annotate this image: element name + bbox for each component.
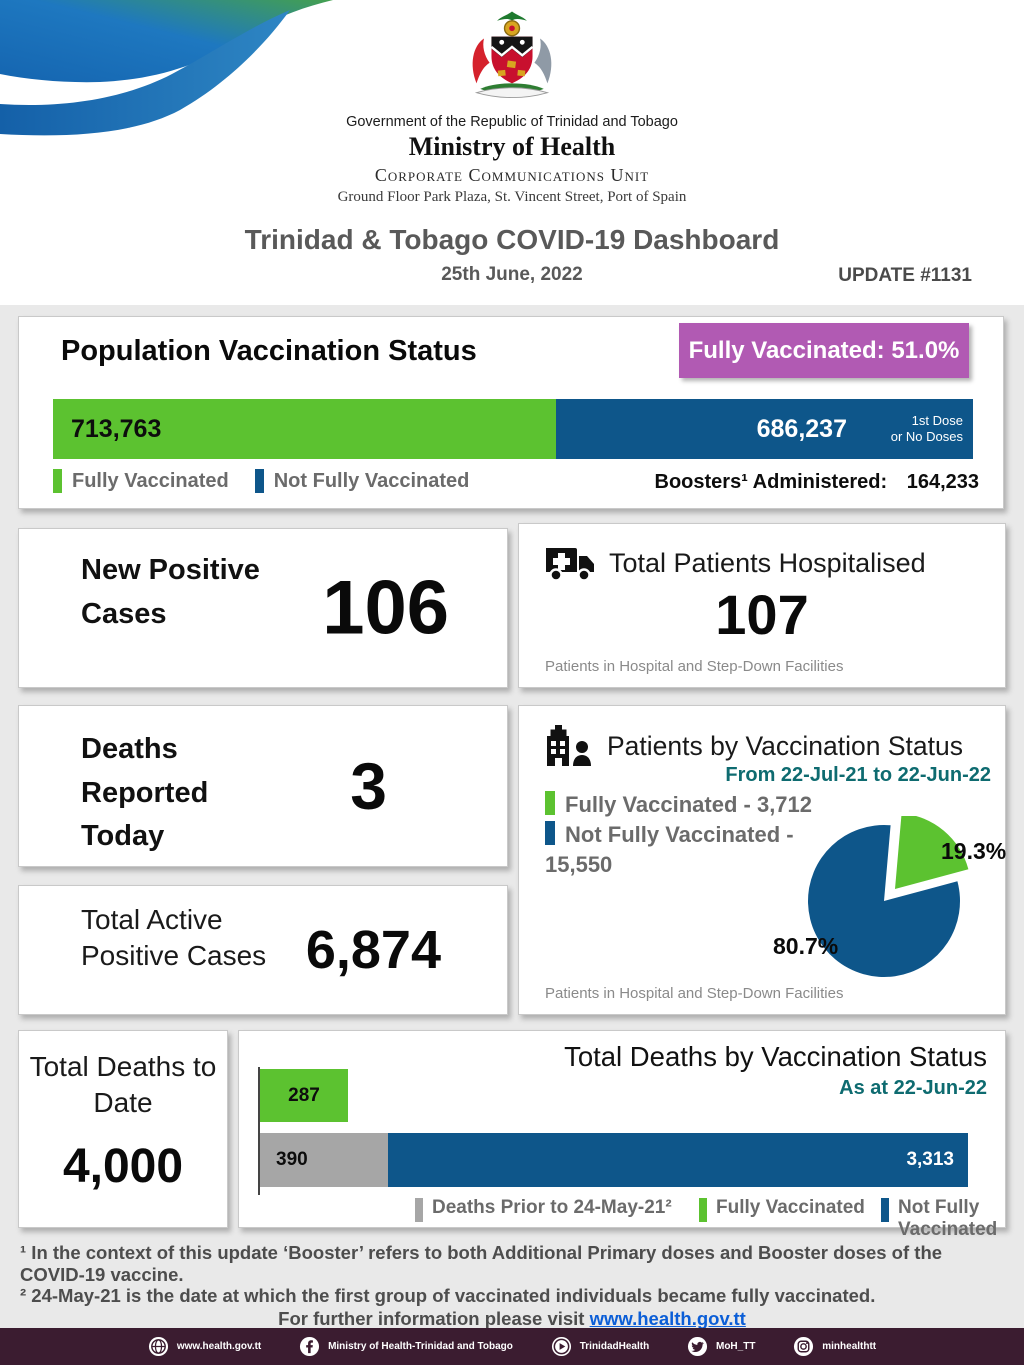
first-dose-note — [881, 413, 963, 444]
not-fully-vaccinated-deaths-bar: 3,313 — [388, 1133, 968, 1187]
footer-item-website[interactable] — [148, 1336, 261, 1357]
ambulance-icon — [545, 544, 595, 582]
update-number: UPDATE #1131 — [838, 265, 972, 286]
first-dose-note-line1: 1st Dose — [911, 413, 963, 429]
globe-icon — [148, 1336, 169, 1357]
deaths-prior-bar: 390 — [260, 1133, 388, 1187]
footer-item-twitter[interactable] — [687, 1336, 755, 1357]
gray-legend-tick — [415, 1198, 423, 1222]
footnotes — [20, 1242, 1004, 1329]
legend-not-fully-vaccinated: Not Fully Vaccinated — [273, 469, 470, 492]
blue-legend-tick — [545, 821, 555, 845]
legend-not-fully-vaccinated — [881, 1197, 998, 1241]
social-footer — [0, 1328, 1024, 1365]
footnote-2: ² 24-May-21 is the date at which the first group of vaccinated individuals became fully vaccinated. — [20, 1285, 876, 1306]
ministry-address: Ground Floor Park Plaza, St. Vincent Street, Port of Spain — [337, 189, 687, 205]
twitter-icon — [687, 1336, 708, 1357]
population-stacked-bar — [53, 399, 973, 459]
youtube-icon — [551, 1336, 572, 1357]
legend-deaths-prior — [415, 1197, 672, 1222]
new-positive-cases-label: New Positive Cases — [81, 554, 260, 630]
footer-item-facebook[interactable] — [299, 1336, 513, 1357]
deaths-chart-as-at: As at 22-Jun-22 — [839, 1077, 987, 1099]
footnote-1: ¹ In the context of this update ‘Booster’ refers to both Additional Primary doses and Booster doses of the COVID-19 vaccine. — [20, 1242, 943, 1285]
patients-by-status-title: Patients by Vaccination Status — [607, 730, 963, 761]
instagram-icon — [793, 1336, 814, 1357]
patients-by-status-period: From 22-Jul-21 to 22-Jun-22 — [725, 764, 991, 786]
footnote-info-prefix: For further information please visit — [278, 1307, 590, 1329]
dashboard-title: Trinidad & Tobago COVID-19 Dashboard — [244, 224, 780, 255]
dashboard-date: 25th June, 2022 — [441, 264, 583, 285]
footer-item-instagram[interactable] — [793, 1336, 876, 1357]
green-legend-tick — [53, 469, 62, 493]
patients-hospitalised-value: 107 — [715, 583, 809, 646]
blue-legend-tick — [881, 1198, 889, 1222]
blue-legend-tick — [255, 469, 264, 493]
green-legend-tick — [699, 1198, 707, 1222]
pie-label-blue: 80.7% — [773, 933, 839, 959]
patients-by-status-subtitle: Patients in Hospital and Step-Down Facilities — [545, 985, 844, 1002]
new-positive-cases-value: 106 — [322, 565, 449, 651]
footer-item-youtube[interactable] — [551, 1336, 649, 1357]
patients-hospitalised-subtitle: Patients in Hospital and Step-Down Facilities — [545, 658, 844, 675]
hospital-patient-icon — [545, 724, 593, 768]
patients-hospitalised-title: Total Patients Hospitalised — [609, 547, 926, 578]
ministry-title: Ministry of Health — [408, 132, 616, 161]
footnote-info — [20, 1308, 1004, 1330]
footer-label-instagram: minhealthtt — [822, 1341, 877, 1352]
legend-not-fully-text: Not Fully Vaccinated - 15,550 — [545, 822, 794, 877]
footer-label-youtube: TrinidadHealth — [579, 1341, 650, 1352]
legend-fully-vaccinated — [699, 1197, 865, 1222]
legend-fully-text: Fully Vaccinated - 3,712 — [565, 792, 813, 817]
total-deaths-card — [18, 1030, 228, 1228]
boosters-administered — [655, 471, 980, 494]
footer-label-facebook: Ministry of Health-Trinidad and Tobago — [328, 1341, 513, 1352]
legend-deaths-prior-text: Deaths Prior to 24-May-21² — [432, 1197, 672, 1218]
pie-label-green: 19.3% — [941, 838, 1007, 864]
legend-fully-vaccinated: Fully Vaccinated — [72, 469, 229, 492]
government-line: Government of the Republic of Trinidad and Tobago — [346, 114, 678, 130]
new-positive-cases-card — [18, 528, 508, 688]
population-legend — [53, 469, 485, 493]
not-fully-vaccinated-count: 686,237 — [756, 414, 847, 443]
legend-not-fully-text: Not Fully Vaccinated — [898, 1197, 998, 1240]
legend-fully-text: Fully Vaccinated — [716, 1197, 865, 1218]
fully-vaccinated-badge: Fully Vaccinated: 51.0% — [679, 323, 969, 378]
patients-hospitalised-card — [518, 523, 1006, 688]
population-vaccination-card — [18, 316, 1004, 509]
total-deaths-label: Total Deaths to Date — [29, 1051, 217, 1119]
facebook-icon — [299, 1336, 320, 1357]
footer-label-website: www.health.gov.tt — [176, 1341, 262, 1352]
fully-vaccinated-deaths-bar: 287 — [260, 1069, 348, 1122]
boosters-value: 164,233 — [906, 471, 979, 493]
fully-vaccinated-bar — [53, 399, 556, 459]
population-vaccination-title: Population Vaccination Status — [61, 335, 477, 367]
deaths-by-vaccination-chart-card — [238, 1030, 1006, 1240]
first-dose-note-line2: or No Doses — [890, 429, 963, 444]
deaths-reported-today-value: 3 — [350, 749, 387, 823]
deaths-reported-today-label: Deaths Reported Today — [81, 733, 209, 852]
total-active-cases-label: Total Active Positive Cases — [81, 904, 267, 972]
health-gov-link[interactable]: www.health.gov.tt — [589, 1307, 746, 1329]
communications-unit: Corporate Communications Unit — [374, 165, 650, 185]
fully-vaccinated-count: 713,763 — [71, 414, 162, 443]
deaths-chart-title: Total Deaths by Vaccination Status — [564, 1041, 987, 1072]
total-active-cases-value: 6,874 — [305, 920, 441, 980]
deaths-reported-today-card — [18, 705, 508, 867]
not-fully-vaccinated-bar — [556, 399, 973, 459]
government-header — [0, 8, 1024, 206]
coat-of-arms — [456, 8, 568, 112]
green-legend-tick — [545, 791, 555, 815]
total-deaths-value: 4,000 — [62, 1140, 184, 1193]
boosters-label: Boosters¹ Administered: — [654, 471, 888, 493]
total-active-cases-card — [18, 885, 508, 1015]
patients-by-vaccination-status-card — [518, 705, 1006, 1015]
footer-label-twitter: MoH_TT — [715, 1341, 756, 1352]
deaths-stacked-bar-row — [260, 1133, 968, 1187]
